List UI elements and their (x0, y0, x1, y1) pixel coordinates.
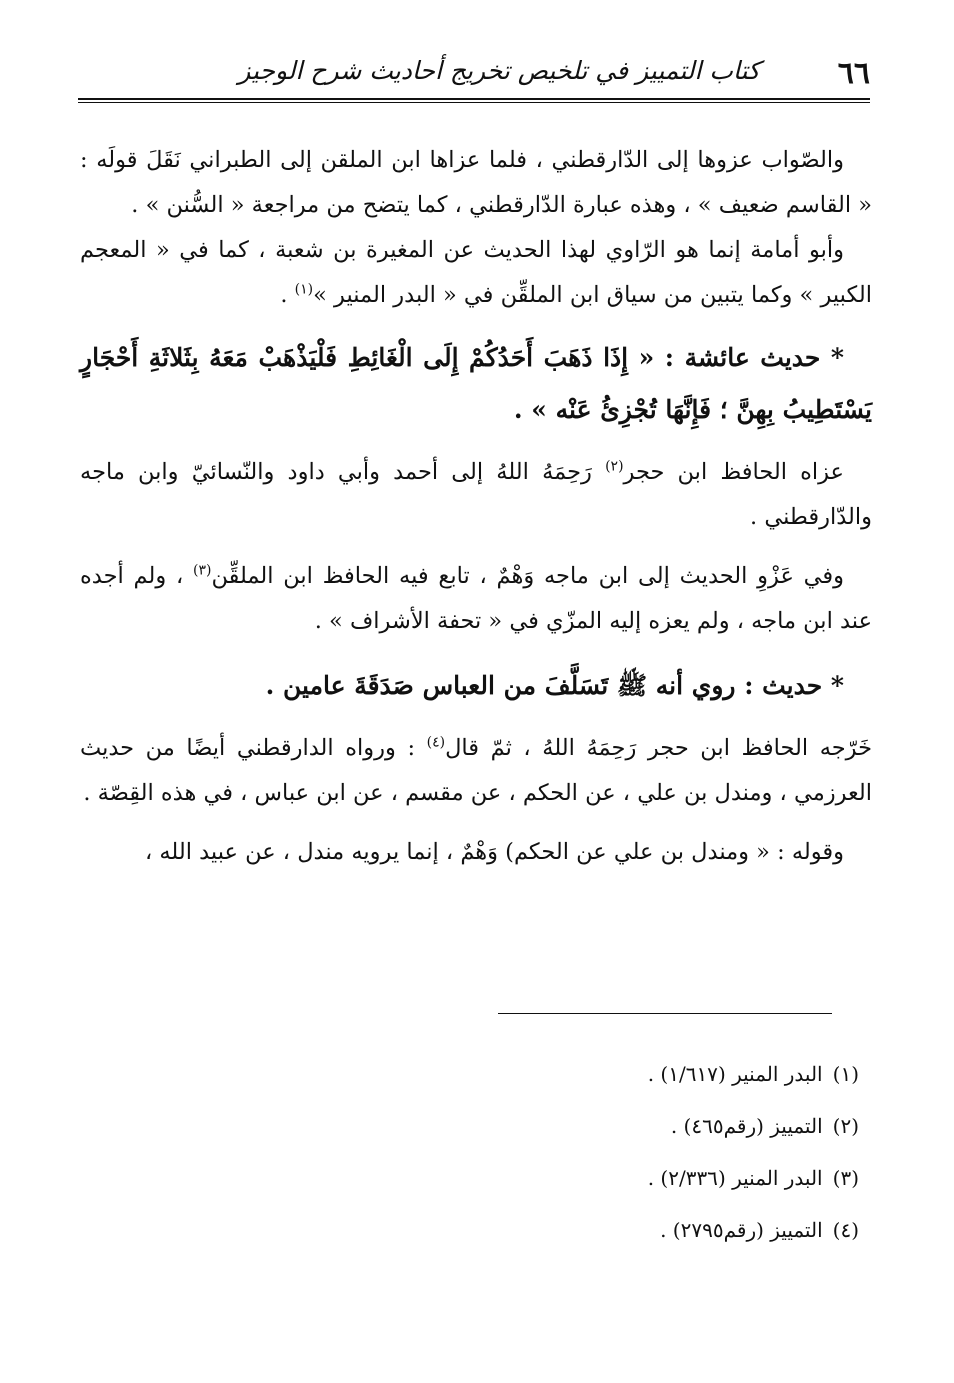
footnote-number: (٢) (832, 1114, 859, 1138)
paragraph-4-start: وفي عَزْوِ الحديث إلى ابن ماجه وَهْمٌ ، تابع فيه الحافظ ابن الملقِّن (211, 563, 844, 589)
footnote-ref-1: (١) (294, 281, 314, 298)
footnote-ref-3: (٣) (192, 562, 212, 579)
footnote-text: البدر المنير (١/٦١٧) . (647, 1062, 823, 1086)
paragraph-4 (80, 554, 872, 644)
footnote-number: (١) (832, 1062, 859, 1086)
footnote-item (159, 1152, 859, 1204)
paragraph-5 (80, 726, 872, 816)
footnote-item (159, 1100, 859, 1152)
hadith-heading-abbas: * حديث : روي أنه ﷺ تَسَلَّفَ من العباس صَدَقَةَ عامين . (265, 671, 844, 700)
footnote-separator (498, 1013, 832, 1014)
footnote-number: (٤) (832, 1218, 859, 1242)
paragraph-5-rest: : ورواه الدارقطني أيضًا من حديث العرزمي ، ومندل بن علي ، عن الحكم ، عن مقسم ، عن ابن عباس ، في هذه القِصّة . (80, 735, 872, 806)
footnote-ref-2: (٢) (605, 458, 624, 475)
paragraph-2-end: . (280, 282, 295, 308)
paragraph-2 (80, 228, 872, 318)
paragraph-2-text: وأبو أمامة إنما هو الرّاوي لهذا الحديث عن المغيرة بن شعبة ، كما في « المعجم الكبير » وكما يتبين من سياق ابن الملقِّن في « البدر المنير » (80, 237, 872, 308)
paragraph-5-start: خَرّجه الحافظ ابن حجر رَحِمَهُ اللهُ ، ثمّ قال (445, 735, 872, 761)
footnotes (159, 1048, 859, 1256)
footnote-number: (٣) (832, 1166, 859, 1190)
hadith-heading-aisha: * حديث عائشة : « إِذَا ذَهَبَ أَحَدُكُمْ إِلَى الْغَائِطِ فَلْيَذْهَبْ مَعَهُ بِثَلاثَةِ أَحْجَارٍ يَسْتَطِيبُ بِهِنَّ ؛ فَإِنَّهَا تُجْزِئُ عَنْه » . (80, 343, 872, 424)
paragraph-3 (80, 450, 872, 540)
footnote-text: البدر المنير (٢/٣٣٦) . (647, 1166, 823, 1190)
paragraph-3-start: عزاه الحافظ ابن حجر (623, 459, 844, 485)
paragraph-1: والصّواب عزوها إلى الدّارقطني ، فلما عزاها ابن الملقن إلى الطبراني نَقَلَ قولَه : « القاسم ضعيف » ، وهذه عبارة الدّارقطني ، كما يتضح من مراجعة « السُّنن » . (80, 147, 872, 218)
main-text (80, 138, 872, 875)
footnote-ref-4: (٤) (426, 734, 446, 751)
page-header (78, 52, 870, 100)
header-rule (78, 98, 870, 100)
paragraph-4-rest: ، ولم أجده عند ابن ماجه ، ولم يعزه إليه المزّي في « تحفة الأشراف » . (80, 563, 872, 634)
footnote-item (159, 1048, 859, 1100)
footnote-text: التمييز (رقم٢٧٩٥) . (660, 1218, 823, 1242)
footnote-text: التمييز (رقم٤٦٥) . (670, 1114, 823, 1138)
paragraph-6: وقوله : « ومندل بن علي عن الحكم) وَهْمٌ ، إنما يرويه مندل ، عن عبيد الله ، (144, 839, 844, 865)
running-title: كتاب التمييز في تلخيص تخريج أحاديث شرح الوجيز (238, 56, 760, 85)
paragraph-3-rest: رَحِمَهُ اللهُ إلى أحمد وأبي داود والنّسائيّ وابن ماجه والدّارقطني . (80, 459, 872, 530)
page-number: ٦٦ (837, 56, 870, 91)
footnote-item (159, 1204, 859, 1256)
